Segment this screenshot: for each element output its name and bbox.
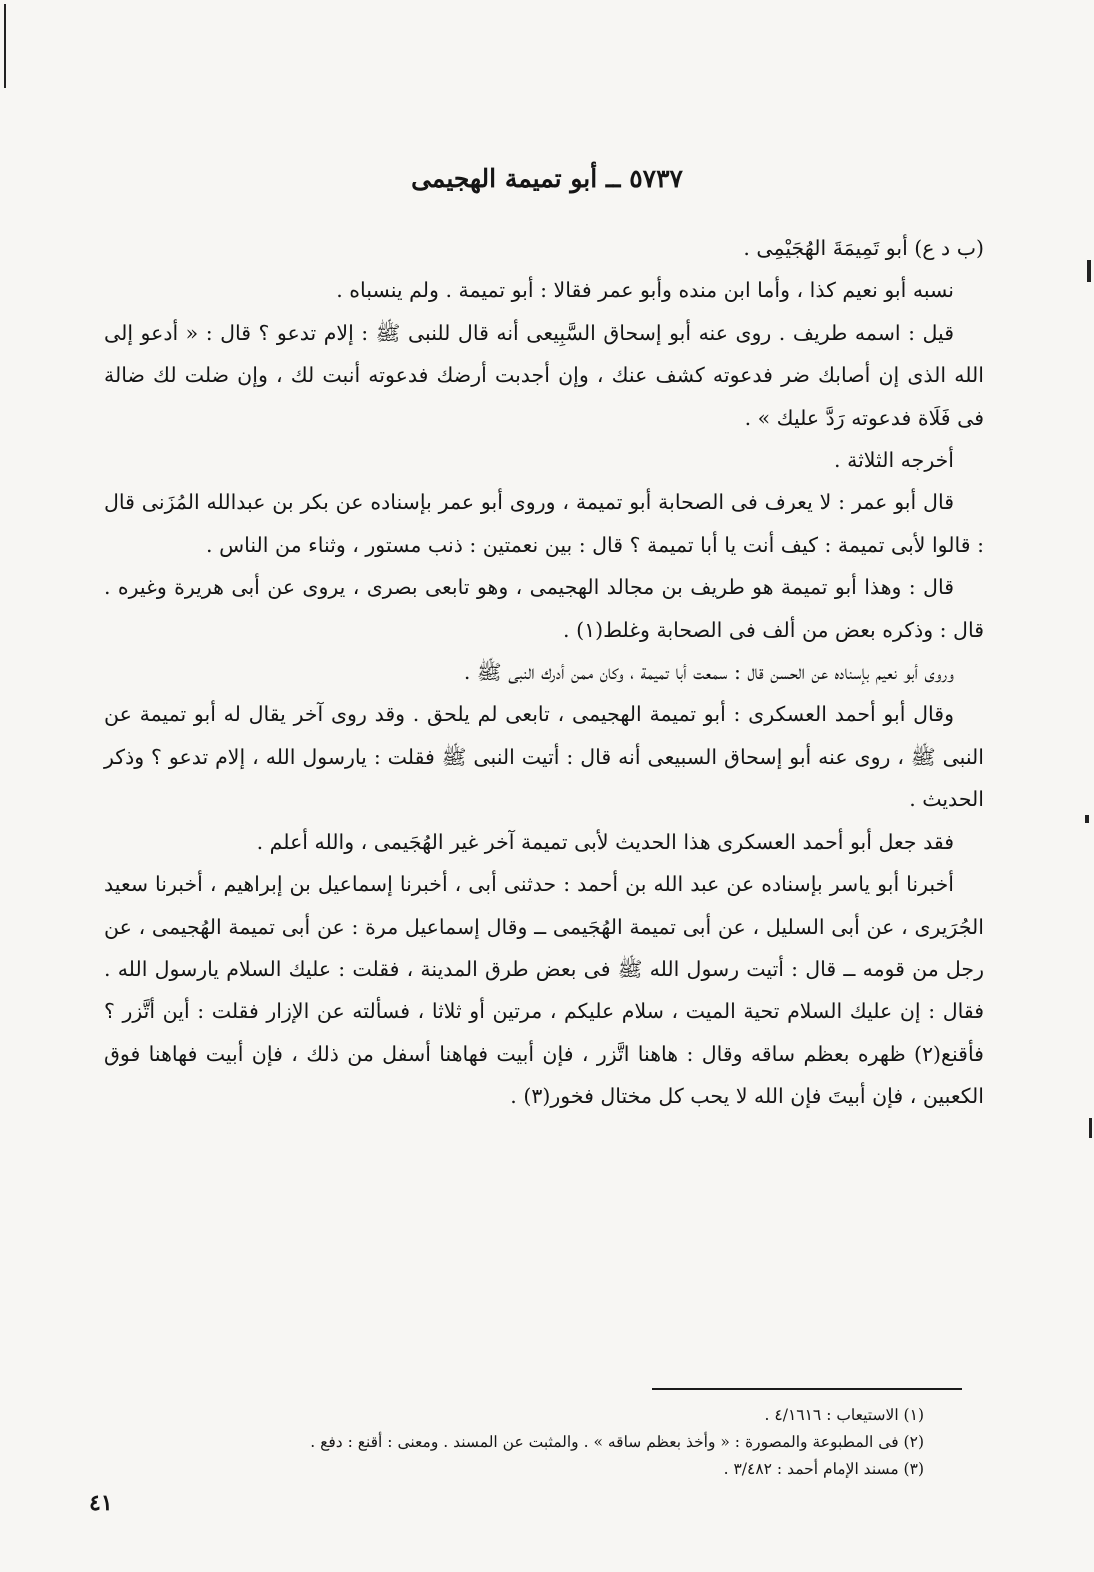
paragraph: (ب د ع) أبو تَمِيمَةَ الهُجَيْمِى . bbox=[743, 236, 984, 260]
footnote: (٣) مسند الإمام أحمد : ٣/٤٨٢ . bbox=[723, 1460, 924, 1478]
footnote-divider bbox=[652, 1388, 962, 1390]
entry-body bbox=[104, 227, 984, 1118]
page-number: ٤١ bbox=[89, 1490, 113, 1516]
paragraph: أخبرنا أبو ياسر بإسناده عن عبد الله بن أحمد : حدثنى أبى ، أخبرنا إسماعيل بن إبراهيم ، أخبرنا سعيد الجُرَيرى ، عن أبى السليل ، عن أبى تميمة الهُجَيمى ــ وقال إسماعيل مرة : عن أبى تميمة الهُجيمى ، عن رجل من قومه ــ قال : أتيت رسول الله ﷺ فى بعض طرق المدينة ، فقلت : عليك السلام يارسول الله . فقال : إن عليك السلام تحية الميت ، سلام عليكم ، مرتين أو ثلاثا ، فسألته عن الإزار فقلت : أين أتَّزر ؟ فأقنع(٢) ظهره بعظم ساقه وقال : هاهنا اتَّزر ، فإن أبيت فهاهنا أسفل من ذلك ، فإن أبيت فهاهنا فوق الكعبين ، فإن أبيتَ فإن الله لا يحب كل مختال فخور(٣) . bbox=[104, 872, 984, 1109]
paragraph: وروى أبو نعيم بإسناده عن الحسن قال : سمعت أبا تميمة ، وكان ممن أدرك النبى ﷺ . bbox=[463, 660, 954, 685]
entry-title: ٥٧٣٧ ــ أبو تميمة الهجيمى bbox=[411, 164, 683, 193]
paragraph: وقال أبو أحمد العسكرى : أبو تميمة الهجيمى ، تابعى لم يلحق . وقد روى آخر يقال له أبو تميمة عن النبى ﷺ ، روى عنه أبو إسحاق السبيعى أنه قال : أتيت النبى ﷺ فقلت : يارسول الله ، إلام تدعو ؟ وذكر الحديث . bbox=[104, 702, 984, 812]
scan-edge-mark bbox=[1085, 815, 1089, 823]
paragraph: نسبه أبو نعيم كذا ، وأما ابن منده وأبو عمر فقالا : أبو تميمة . ولم ينسباه . bbox=[336, 278, 954, 303]
footnote: (٢) فى المطبوعة والمصورة : « وأخذ بعظم ساقه » . والمثبت عن المسند . ومعنى : أقنع : دفع . bbox=[310, 1433, 924, 1451]
paragraph: قال أبو عمر : لا يعرف فى الصحابة أبو تميمة ، وروى أبو عمر بإسناده عن بكر بن عبدالله المُزَنى قال : قالوا لأبى تميمة : كيف أنت يا أبا تميمة ؟ قال : بين نعمتين : ذنب مستور ، وثناء من الناس . bbox=[104, 490, 984, 557]
footnote: (١) الاستيعاب : ٤/١٦١٦ . bbox=[764, 1406, 924, 1424]
paragraph: قيل : اسمه طريف . روى عنه أبو إسحاق السَّبِيعى أنه قال للنبى ﷺ : إلام تدعو ؟ قال : « أدعو إلى الله الذى إن أصابك ضر فدعوته كشف عنك ، وإن أجدبت أرضك فدعوته أنبت لك ، وإن ضلت لك ضالة فى فَلَاة فدعوته رَدَّ عليك » . bbox=[104, 320, 984, 430]
scan-edge-mark bbox=[1087, 260, 1091, 282]
paragraph: قال : وهذا أبو تميمة هو طريف بن مجالد الهجيمى ، وهو تابعى بصرى ، يروى عن أبى هريرة وغيره . قال : وذكره بعض من ألف فى الصحابة وغلط(١) . bbox=[104, 575, 984, 642]
scan-edge-mark bbox=[4, 4, 6, 88]
scan-edge-mark bbox=[1089, 1118, 1092, 1138]
paragraph: أخرجه الثلاثة . bbox=[834, 448, 954, 473]
paragraph: فقد جعل أبو أحمد العسكرى هذا الحديث لأبى تميمة آخر غير الهُجَيمى ، والله أعلم . bbox=[256, 829, 954, 854]
footnotes bbox=[104, 1402, 924, 1483]
